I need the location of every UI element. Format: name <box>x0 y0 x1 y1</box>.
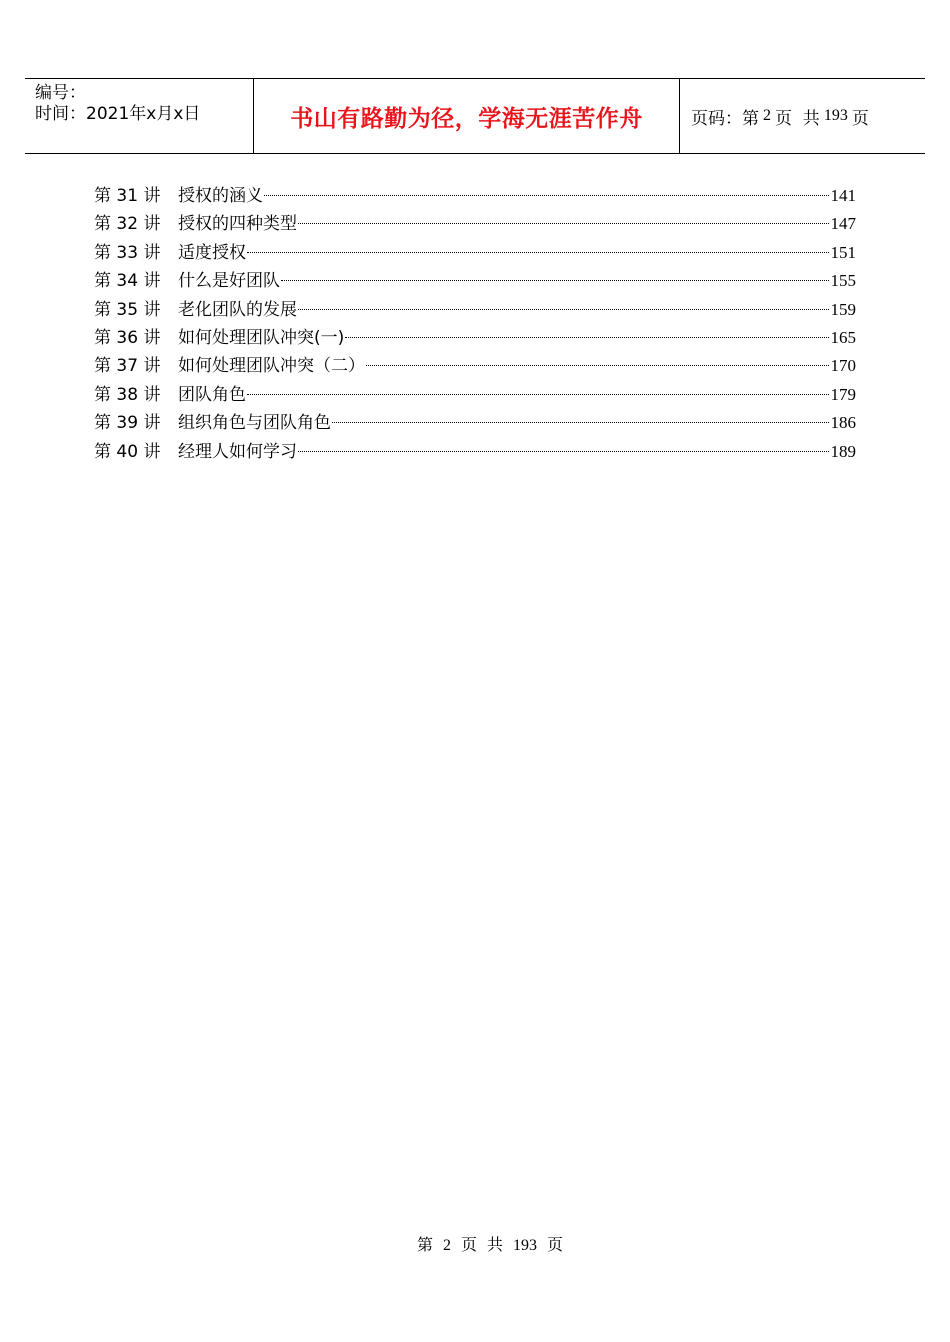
toc-page-number: 186 <box>830 413 856 433</box>
toc-page-number: 189 <box>830 441 856 461</box>
toc-chapter: 第 33 讲 <box>94 242 161 263</box>
toc-leader-dots <box>332 422 829 423</box>
toc-page-number: 165 <box>830 327 856 347</box>
toc-entry[interactable] <box>94 239 856 267</box>
toc-page-number: 141 <box>830 186 856 205</box>
toc-chapter: 第 36 讲 <box>94 327 161 348</box>
toc-entry[interactable] <box>94 438 856 466</box>
toc-leader-dots <box>298 223 829 224</box>
toc-chapter: 第 31 讲 <box>94 186 161 206</box>
toc-leader-dots <box>298 451 829 452</box>
page-label: 页码：第 <box>691 108 759 129</box>
page-footer <box>0 1232 950 1255</box>
toc-title: 团队角色 <box>178 384 246 405</box>
toc-chapter: 第 40 讲 <box>94 441 161 462</box>
toc-entry[interactable] <box>94 352 856 380</box>
toc-entry[interactable] <box>94 324 856 352</box>
page-current: 2 <box>763 107 771 124</box>
page-mid-label: 页 共 <box>775 108 820 129</box>
toc-leader-dots <box>247 394 829 395</box>
toc-title: 适度授权 <box>178 242 246 263</box>
toc-title: 授权的四种类型 <box>178 214 297 235</box>
header-info-cell <box>25 79 254 153</box>
toc-title: 什么是好团队 <box>178 271 280 292</box>
toc-page-number: 179 <box>830 384 856 404</box>
page-end-label: 页 <box>851 108 869 129</box>
table-of-contents <box>94 182 856 466</box>
toc-page-number: 147 <box>830 214 856 234</box>
toc-entry[interactable] <box>94 210 856 238</box>
page-header <box>25 78 925 154</box>
toc-page-number: 155 <box>830 271 856 291</box>
toc-title: 经理人如何学习 <box>178 441 297 462</box>
toc-chapter: 第 37 讲 <box>94 356 161 377</box>
toc-entry[interactable] <box>94 267 856 295</box>
toc-chapter: 第 34 讲 <box>94 271 161 292</box>
toc-leader-dots <box>247 252 829 253</box>
toc-page-number: 159 <box>830 299 856 319</box>
toc-title: 如何处理团队冲突（二） <box>178 356 365 377</box>
toc-chapter: 第 32 讲 <box>94 214 161 235</box>
toc-title: 老化团队的发展 <box>178 299 297 320</box>
toc-title: 授权的涵义 <box>178 186 263 206</box>
toc-page-number: 151 <box>830 242 856 262</box>
header-page-cell <box>680 79 925 153</box>
footer-page-indicator: 第 2 页 共 193 页 <box>416 1237 563 1254</box>
toc-leader-dots <box>281 280 829 281</box>
page-total: 193 <box>823 107 848 124</box>
toc-chapter: 第 38 讲 <box>94 384 161 405</box>
toc-entry[interactable] <box>94 182 856 210</box>
toc-chapter: 第 35 讲 <box>94 299 161 320</box>
toc-chapter: 第 39 讲 <box>94 413 161 434</box>
toc-entry[interactable] <box>94 296 856 324</box>
serial-number-label: 编号： <box>35 83 86 103</box>
toc-title: 如何处理团队冲突(一) <box>178 327 345 348</box>
toc-entry[interactable] <box>94 381 856 409</box>
toc-leader-dots <box>264 195 829 196</box>
toc-title: 组织角色与团队角色 <box>178 413 331 434</box>
toc-leader-dots <box>345 337 828 338</box>
header-motto-cell <box>254 79 680 153</box>
toc-leader-dots <box>366 365 829 366</box>
toc-page-number: 170 <box>830 356 856 376</box>
motto-text: 书山有路勤为径，学海无涯苦作舟 <box>290 105 643 132</box>
toc-leader-dots <box>298 309 829 310</box>
toc-entry[interactable] <box>94 409 856 437</box>
date-label: 时间：2021年x月x日 <box>35 104 201 124</box>
